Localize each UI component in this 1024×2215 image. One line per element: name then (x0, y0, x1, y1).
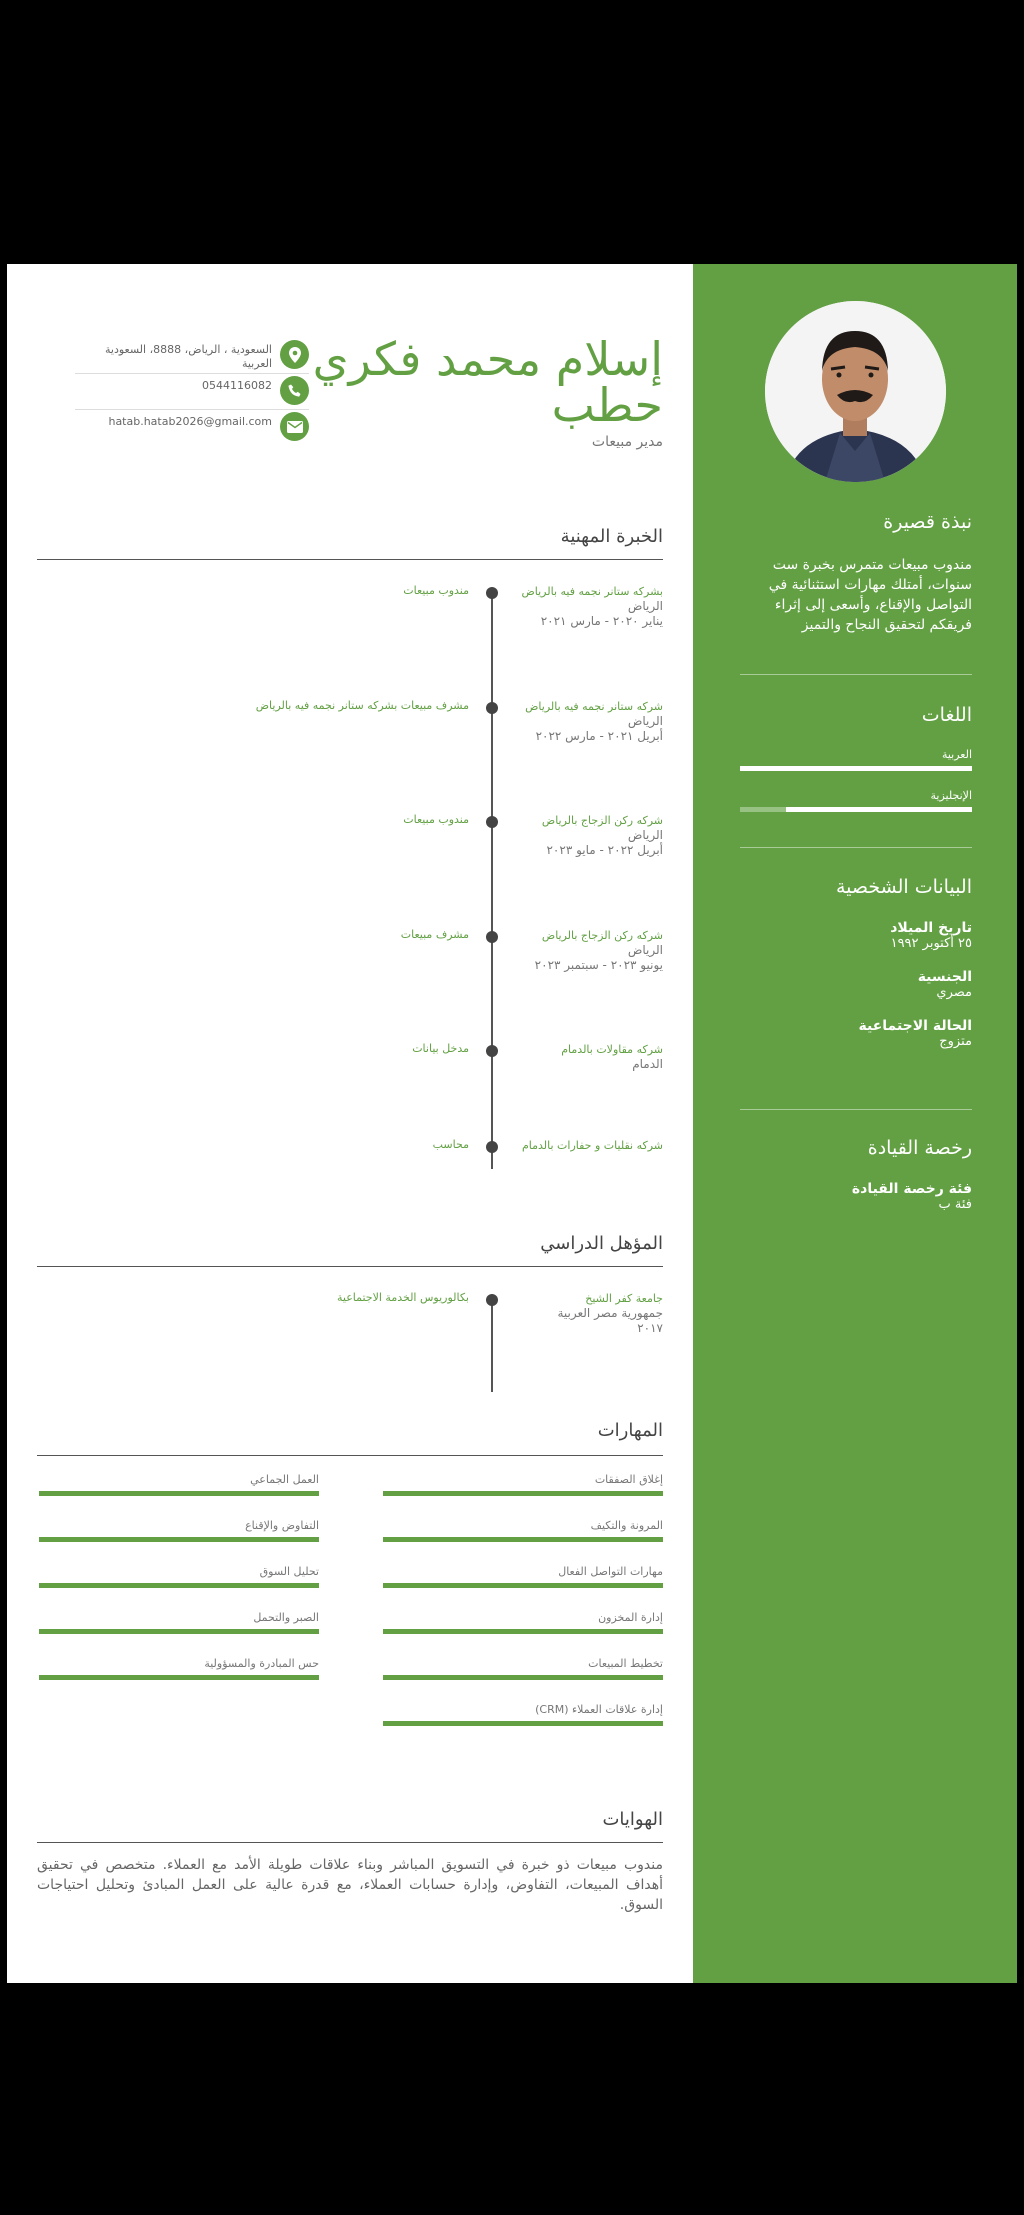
skill-bar (39, 1537, 319, 1542)
skill-label: إدارة المخزون (598, 1611, 663, 1624)
name-line-2: حطب (551, 378, 663, 432)
experience-details (513, 813, 663, 858)
skill-item (39, 1473, 319, 1496)
summary-title: نبذة قصيرة (883, 511, 972, 533)
company-city: الرياض (627, 828, 663, 842)
skill-label: إدارة علاقات العملاء (CRM) (535, 1703, 663, 1716)
profile-photo (765, 301, 946, 482)
name-line-1: إسلام محمد فكري (312, 332, 663, 386)
personal-info-section (740, 876, 972, 1067)
divider (740, 1109, 972, 1110)
graduation-year: ٢٠١٧ (637, 1321, 663, 1335)
timeline-dot (486, 1045, 498, 1057)
company-city: الرياض (627, 943, 663, 957)
skill-item (383, 1703, 663, 1726)
skill-bar (39, 1675, 319, 1680)
experience-details (513, 928, 663, 973)
skill-bar (383, 1721, 663, 1726)
skill-item (39, 1611, 319, 1634)
job-dates: أبريل ٢٠٢١ - مارس ٢٠٢٢ (535, 729, 663, 743)
skill-item (383, 1519, 663, 1542)
timeline-dot (486, 931, 498, 943)
personal-info-title: البيانات الشخصية (835, 876, 972, 898)
skill-bar (383, 1537, 663, 1542)
skill-label: حس المبادرة والمسؤولية (204, 1657, 319, 1670)
experience-timeline-line (491, 589, 493, 1169)
skill-bar (39, 1491, 319, 1496)
job-role: مشرف مبيعات (400, 928, 469, 941)
company-name: شركه ركن الزجاج بالرياض (541, 814, 663, 827)
location-pin-icon (280, 340, 309, 369)
timeline-dot (486, 1294, 498, 1306)
divider (740, 674, 972, 675)
nationality-label: الجنسية (917, 969, 972, 985)
skill-bar (383, 1629, 663, 1634)
license-value: فئة ب (938, 1197, 972, 1212)
hobbies-text: مندوب مبيعات ذو خبرة في التسويق المباشر وبناء علاقات طويلة الأمد مع العملاء. متخصص في تحقيق أهداف المبيعات، التفاوض، وإدارة حسابات العملاء، مع قدرة عالية على العمل المبادئ وتحليل احتياجات السوق. (37, 1857, 663, 1913)
birthdate-label: تاريخ الميلاد (890, 920, 972, 936)
marital-status-value: متزوج (939, 1034, 972, 1049)
marital-status-label: الحالة الاجتماعية (858, 1018, 972, 1034)
contact-list (75, 338, 309, 446)
skills-title: المهارات (597, 1420, 663, 1441)
address-text: السعودية ، الرياض، 8888، السعودية العربية (105, 343, 272, 370)
resume-page (7, 264, 1017, 1983)
education-title: المؤهل الدراسي (540, 1233, 663, 1254)
phone-text: 0544116082 (202, 379, 272, 392)
skill-item (383, 1657, 663, 1680)
experience-details (513, 584, 663, 629)
job-dates: أبريل ٢٠٢٢ - مايو ٢٠٢٣ (546, 843, 663, 857)
license-section (740, 1137, 972, 1230)
job-dates: يونيو ٢٠٢٣ - سبتمبر ٢٠٢٣ (534, 958, 663, 972)
languages-title: اللغات (921, 704, 972, 726)
timeline-dot (486, 587, 498, 599)
skill-item (383, 1565, 663, 1588)
skills-divider (37, 1455, 663, 1456)
experience-divider (37, 559, 663, 560)
job-title: مدير مبيعات (591, 434, 663, 450)
company-name: شركه ركن الزجاج بالرياض (541, 929, 663, 942)
skill-label: تحليل السوق (259, 1565, 319, 1578)
skill-label: المرونة والتكيف (590, 1519, 663, 1532)
nationality-value: مصري (936, 985, 972, 1000)
language-level-bar (740, 807, 972, 812)
experience-details (513, 1042, 663, 1072)
company-city: الرياض (627, 714, 663, 728)
sidebar (693, 264, 1017, 1983)
skill-item (383, 1611, 663, 1634)
skill-label: تخطيط المبيعات (588, 1657, 663, 1670)
skill-label: العمل الجماعي (250, 1473, 319, 1486)
timeline-dot (486, 816, 498, 828)
language-item (740, 748, 972, 771)
company-city: الرياض (627, 599, 663, 613)
hobbies-title: الهوايات (602, 1809, 663, 1830)
email-text: hatab.hatab2026@gmail.com (108, 415, 272, 428)
skill-item (39, 1565, 319, 1588)
contact-address (75, 338, 309, 374)
summary-text: مندوب مبيعات متمرس بخبرة ست سنوات، أمتلك مهارات استثنائية في التواصل والإقناع، وأسعى إلى إثراء فريقكم لتحقيق النجاح والتميز (768, 557, 972, 633)
main-content (7, 264, 693, 1983)
skill-bar (383, 1675, 663, 1680)
experience-details (513, 1138, 663, 1153)
experience-details (513, 699, 663, 744)
envelope-icon (280, 412, 309, 441)
phone-icon (280, 376, 309, 405)
company-name: بشركه ستانر نجمه فيه بالرياض (521, 585, 663, 598)
languages-section (740, 704, 972, 830)
company-name: شركه مقاولات بالدمام (561, 1043, 663, 1056)
contact-email (75, 410, 309, 446)
language-level-fill (740, 766, 972, 771)
timeline-dot (486, 702, 498, 714)
license-title: رخصة القيادة (867, 1137, 972, 1159)
job-dates: يناير ٢٠٢٠ - مارس ٢٠٢١ (540, 614, 663, 628)
company-name: شركه نقليات و حفارات بالدمام (521, 1139, 663, 1152)
experience-title: الخبرة المهنية (560, 526, 663, 547)
education-divider (37, 1266, 663, 1267)
skill-label: إغلاق الصفقات (594, 1473, 663, 1486)
skills-grid (37, 1473, 663, 1733)
language-level-bar (740, 766, 972, 771)
skill-item (383, 1473, 663, 1496)
license-label: فئة رخصة القيادة (851, 1181, 972, 1197)
timeline-dot (486, 1141, 498, 1153)
hobbies-divider (37, 1842, 663, 1843)
language-level-fill (786, 807, 972, 812)
education-details (513, 1291, 663, 1336)
company-city: الدمام (632, 1057, 663, 1071)
skill-label: التفاوض والإقناع (245, 1519, 319, 1532)
birthdate-value: ٢٥ أكتوبر ١٩٩٢ (890, 936, 972, 951)
skill-item (39, 1519, 319, 1542)
skill-item (39, 1657, 319, 1680)
company-name: شركه ستانر نجمه فيه بالرياض (525, 700, 663, 713)
language-item (740, 789, 972, 812)
job-role: مدخل بيانات (412, 1042, 469, 1055)
job-role: محاسب (432, 1138, 469, 1151)
summary-section (740, 511, 972, 635)
skill-label: مهارات التواصل الفعال (558, 1565, 663, 1578)
language-name: الإنجليزية (930, 789, 972, 802)
language-name: العربية (941, 748, 972, 761)
degree-name: بكالوريوس الخدمة الاجتماعية (336, 1291, 469, 1304)
skill-bar (39, 1583, 319, 1588)
job-role: مندوب مبيعات (403, 584, 469, 597)
job-role: مشرف مبيعات بشركه ستانر نجمه فيه بالرياض (255, 699, 469, 712)
skill-label: الصبر والتحمل (253, 1611, 319, 1624)
skill-bar (383, 1491, 663, 1496)
contact-phone (75, 374, 309, 410)
education-timeline-line (491, 1296, 493, 1392)
school-country: جمهورية مصر العربية (557, 1306, 663, 1320)
skill-bar (383, 1583, 663, 1588)
divider (740, 847, 972, 848)
school-name: جامعة كفر الشيخ (585, 1292, 663, 1305)
full-name (303, 332, 663, 432)
skill-bar (39, 1629, 319, 1634)
job-role: مندوب مبيعات (403, 813, 469, 826)
